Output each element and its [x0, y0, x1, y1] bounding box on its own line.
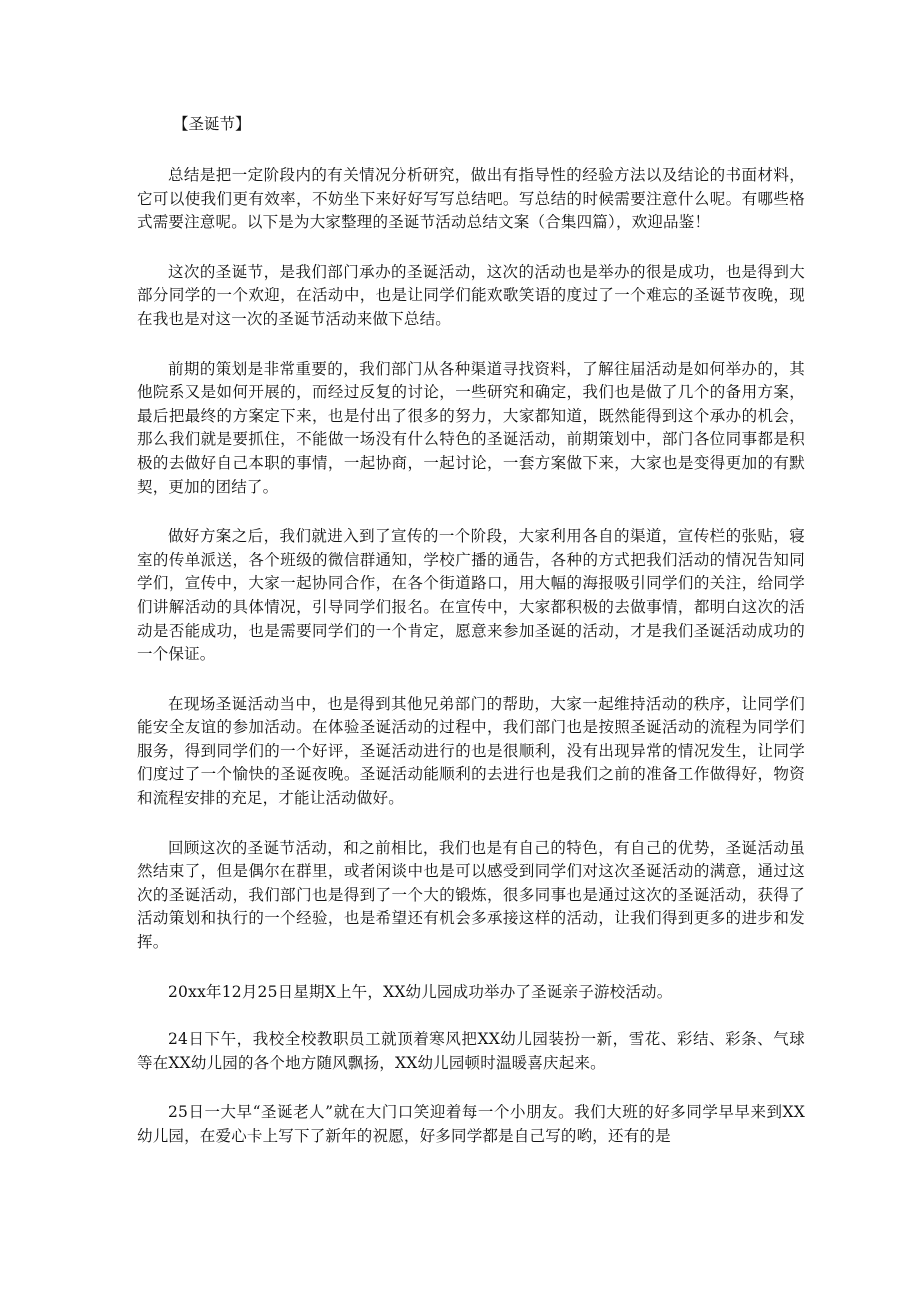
paragraph-event-date: 20xx年12月25日星期X上午，XX幼儿园成功举办了圣诞亲子游校活动。 [168, 982, 673, 1001]
document-page [137, 112, 805, 1175]
paragraph-santa: 25日一大早“圣诞老人”就在大门口笑迎着每一个小朋友。我们大班的好多同学早早来到XX幼儿园，在爱心卡上写下了新年的祝愿，好多同学都是自己写的哟，还有的是 [137, 1103, 805, 1145]
paragraph-decoration: 24日下午，我校全校教职员工就顶着寒风把XX幼儿园装扮一新，雪花、彩结、彩条、气球等在XX幼儿园的各个地方随风飘扬，XX幼儿园顿时温暖喜庆起来。 [137, 1030, 805, 1072]
document-title: 【圣诞节】 [173, 115, 251, 133]
paragraph-planning: 前期的策划是非常重要的，我们部门从各种渠道寻找资料，了解往届活动是如何举办的，其他院系又是如何开展的，而经过反复的讨论，一些研究和确定，我们也是做了几个的备用方案，最后把最终的方案定下来，也是付出了很多的努力，大家都知道，既然能得到这个承办的机会，那么我们就是要抓住，不能做一场没有什么特色的圣诞活动，前期策划中，部门各位同事都是积极的去做好自己本职的事情，一起协商，一起讨论，一套方案做下来，大家也是变得更加的有默契，更加的团结了。 [137, 359, 805, 496]
paragraph-promotion: 做好方案之后，我们就进入到了宣传的一个阶段，大家利用各自的渠道，宣传栏的张贴，寝室的传单派送，各个班级的微信群通知，学校广播的通告，各种的方式把我们活动的情况告知同学们，宣传中，大家一起协同合作，在各个街道路口，用大幅的海报吸引同学们的关注，给同学们讲解活动的具体情况，引导同学们报名。在宣传中，大家都积极的去做事情，都明白这次的活动是否能成功，也是需要同学们的一个肯定，愿意来参加圣诞的活动，才是我们圣诞活动成功的一个保证。 [137, 527, 805, 664]
paragraph-review: 回顾这次的圣诞节活动，和之前相比，我们也是有自己的特色，有自己的优势，圣诞活动虽然结束了，但是偶尔在群里，或者闲谈中也是可以感受到同学们对这次圣诞活动的满意，通过这次的圣诞活动，我们部门也是得到了一个大的锻炼，很多同事也是通过这次的圣诞活动，获得了活动策划和执行的一个经验，也是希望还有机会多承接这样的活动，让我们得到更多的进步和发挥。 [137, 838, 805, 952]
paragraph-overview: 这次的圣诞节，是我们部门承办的圣诞活动，这次的活动也是举办的很是成功，也是得到大部分同学的一个欢迎，在活动中，也是让同学们能欢歌笑语的度过了一个难忘的圣诞节夜晚，现在我也是对这一次的圣诞节活动来做下总结。 [137, 262, 805, 328]
paragraph-onsite: 在现场圣诞活动当中，也是得到其他兄弟部门的帮助，大家一起维持活动的秩序，让同学们能安全友谊的参加活动。在体验圣诞活动的过程中，我们部门也是按照圣诞活动的流程为同学们服务，得到同学们的一个好评，圣诞活动进行的也是很顺利，没有出现异常的情况发生，让同学们度过了一个愉快的圣诞夜晚。圣诞活动能顺利的去进行也是我们之前的准备工作做得好，物资和流程安排的充足，才能让活动做好。 [137, 694, 805, 808]
paragraph-intro: 总结是把一定阶段内的有关情况分析研究，做出有指导性的经验方法以及结论的书面材料，它可以使我们更有效率，不妨坐下来好好写写总结吧。写总结的时候需要注意什么呢。有哪些格式需要注意呢。以下是为大家整理的圣诞节活动总结文案（合集四篇），欢迎品鉴！ [137, 166, 805, 232]
